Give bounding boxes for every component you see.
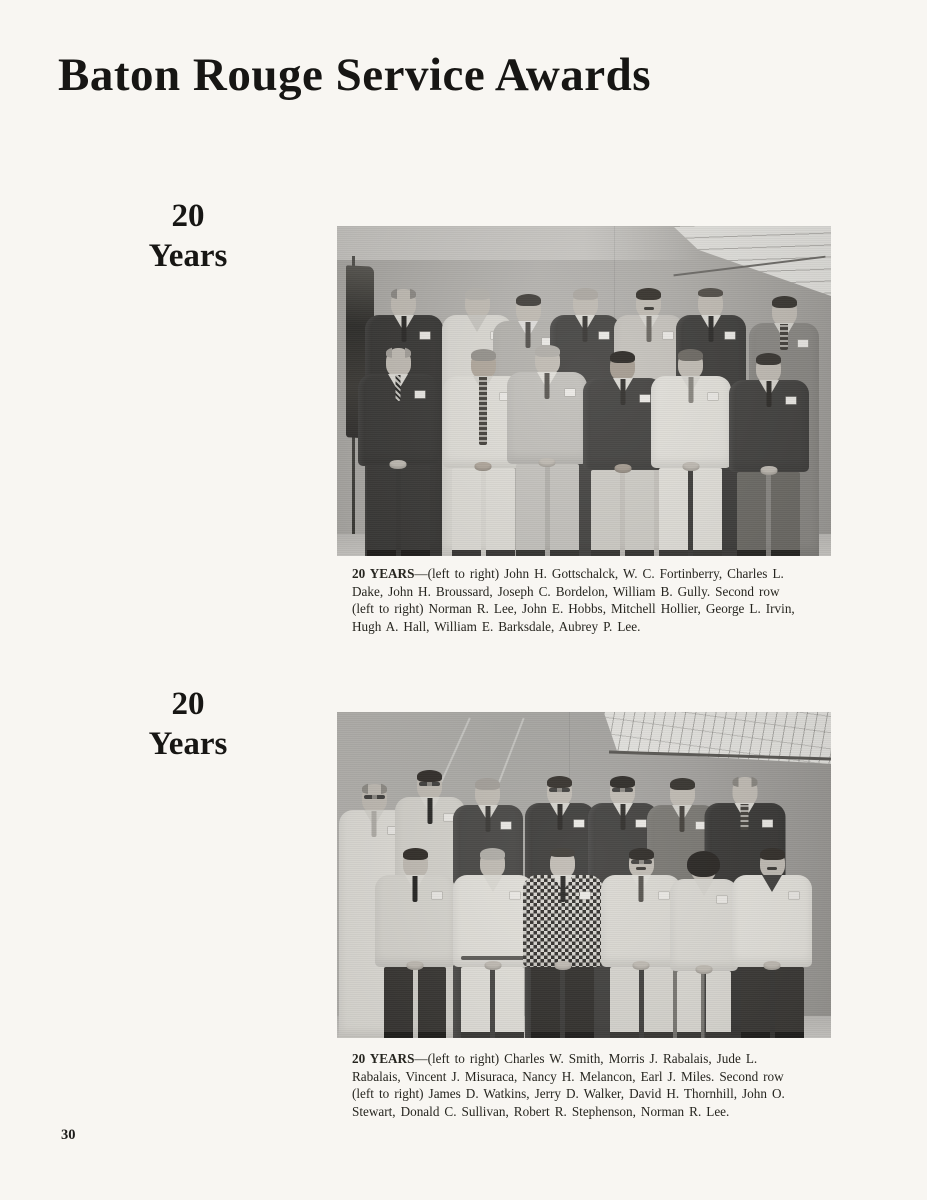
years-label-word: Years	[148, 725, 228, 762]
person-figure	[729, 354, 809, 556]
person-figure	[375, 849, 455, 1038]
group-photo-2	[337, 712, 831, 1038]
people-group-1	[337, 226, 831, 556]
years-label-2	[128, 685, 248, 764]
caption-body: —(left to right) Charles W. Smith, Morris J. Rabalais, Jude L. Rabalais, Vincent J. Misuraca, Nancy H. Melancon, Earl J. Miles. Second row (left to right) James D. Watkins, Jerry D. Walker, David H. Thornhill, John O. Stewart, Donald C. Sullivan, Robert R. Stephenson, Norman R. Lee.	[352, 1051, 785, 1119]
photo-caption-1	[352, 565, 804, 635]
person-figure	[358, 348, 438, 556]
caption-lead: 20 YEARS	[352, 1051, 415, 1066]
person-figure	[523, 849, 603, 1038]
photo-caption-2	[352, 1050, 804, 1120]
person-figure	[651, 350, 731, 556]
person-figure	[732, 849, 812, 1038]
person-figure	[453, 849, 533, 1038]
years-label-word: Years	[148, 237, 228, 274]
years-label-1	[128, 197, 248, 276]
group-photo-1	[337, 226, 831, 556]
years-label-number: 20	[171, 198, 205, 234]
person-figure	[670, 853, 738, 1038]
person-figure	[507, 346, 587, 556]
years-label-number: 20	[171, 686, 205, 722]
people-group-2	[337, 712, 831, 1038]
caption-lead: 20 YEARS	[352, 566, 415, 581]
page-number: 30	[61, 1127, 76, 1143]
page-title: Baton Rouge Service Awards	[58, 49, 652, 101]
caption-body: —(left to right) John H. Gottschalck, W. C. Fortinberry, Charles L. Dake, John H. Broussard, Joseph C. Bordelon, William B. Gully. Second row (left to right) Norman R. Lee, John E. Hobbs, Mitchell Hollier, George L. Irvin, Hugh A. Hall, William E. Barksdale, Aubrey P. Lee.	[352, 566, 795, 634]
